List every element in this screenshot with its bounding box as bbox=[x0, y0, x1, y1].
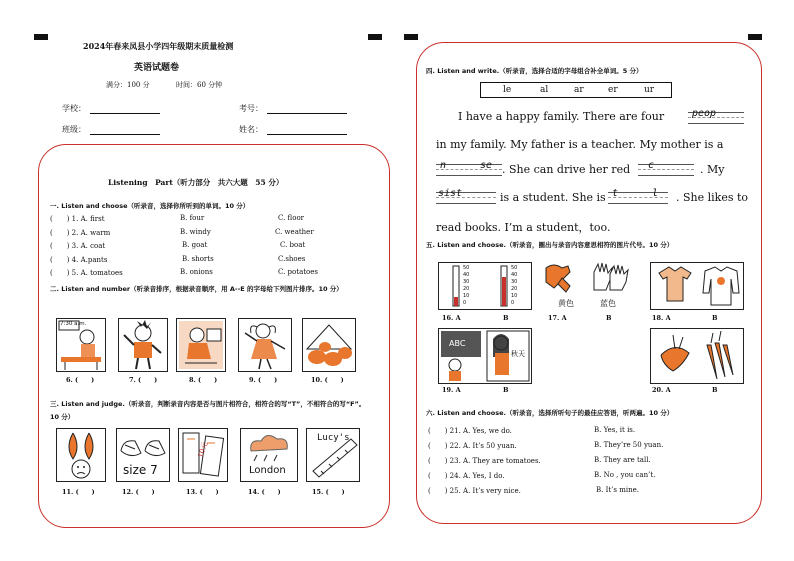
registration-mark bbox=[34, 34, 48, 40]
answer-choice[interactable]: B bbox=[712, 386, 718, 394]
tick-label: 40 bbox=[463, 272, 470, 278]
list-item: B. windy bbox=[180, 228, 211, 236]
color-word-yellow: 黄色 bbox=[558, 299, 574, 308]
answer-label[interactable]: 6. ( ) bbox=[66, 376, 95, 384]
picture-shoes-size bbox=[116, 428, 170, 482]
tick-label: 30 bbox=[463, 279, 470, 285]
answer-choice[interactable]: B bbox=[712, 314, 718, 322]
picture-girl-dancing bbox=[238, 318, 292, 372]
list-item: B. It’s mine. bbox=[596, 486, 639, 494]
section6-title: 六. Listen and choose.（听录音，选择所听句子的最佳应答语，听两遍。10 分） bbox=[426, 409, 674, 417]
full-score: 满分：100 分 bbox=[106, 81, 150, 89]
answer-label[interactable]: 7. ( ) bbox=[129, 376, 158, 384]
tick-label: 50 bbox=[463, 265, 470, 271]
picture-price-tags bbox=[178, 428, 228, 482]
answer-label[interactable]: 13. ( ) bbox=[186, 488, 219, 496]
answer-label[interactable]: 10. ( ) bbox=[311, 376, 344, 384]
exam-no-label: 考号： bbox=[239, 104, 263, 113]
handwritten-word: l bbox=[652, 188, 659, 199]
picture-classroom-autumn bbox=[438, 328, 532, 384]
name-field[interactable] bbox=[267, 134, 347, 135]
registration-mark bbox=[748, 34, 762, 40]
answer-choice[interactable]: 20. A bbox=[652, 386, 671, 394]
exam-no-field[interactable] bbox=[267, 113, 347, 114]
list-item: C. potatoes bbox=[278, 268, 319, 276]
story-line-3a: . She can drive her red bbox=[502, 163, 631, 176]
handwritten-word: peop bbox=[692, 108, 717, 119]
writing-lines[interactable] bbox=[638, 164, 694, 176]
tick-label: 0 bbox=[463, 300, 467, 306]
price-text: 10元 bbox=[196, 441, 210, 459]
tick-label: 30 bbox=[511, 279, 518, 285]
option-ar: ar bbox=[574, 85, 584, 95]
answer-label[interactable]: 12. ( ) bbox=[122, 488, 155, 496]
tick-label: 40 bbox=[511, 272, 518, 278]
listening-part-title: Listening Part（听力部分 共六大题 55 分） bbox=[108, 178, 284, 187]
handwritten-word: se bbox=[480, 160, 493, 171]
list-item: ( ) 5. A. tomatoes bbox=[50, 269, 123, 277]
handwritten-word: sist bbox=[438, 188, 463, 199]
picture-boy-playing bbox=[176, 318, 226, 372]
list-item: ( ) 22. A. It’s 50 yuan. bbox=[428, 442, 517, 450]
picture-thermometers bbox=[438, 262, 532, 310]
picture-rain-london bbox=[240, 428, 298, 482]
list-item: ( ) 2. A. warm bbox=[50, 229, 111, 237]
list-item: C. floor bbox=[278, 214, 305, 222]
tick-label: 0 bbox=[511, 300, 515, 306]
list-item: B. onions bbox=[180, 268, 213, 276]
exam-subtitle: 英语试题卷 bbox=[134, 63, 180, 73]
registration-mark bbox=[404, 34, 418, 40]
answer-label[interactable]: 11. ( ) bbox=[62, 488, 95, 496]
answer-label[interactable]: 14. ( ) bbox=[248, 488, 281, 496]
picture-onions bbox=[56, 428, 106, 482]
picture-vegetables bbox=[650, 328, 744, 384]
picture-gloves bbox=[540, 260, 632, 310]
board-text: ABC bbox=[449, 339, 466, 348]
story-line-1: I have a happy family. There are four bbox=[458, 110, 665, 123]
handwritten-word: n bbox=[440, 160, 447, 171]
section3-title: 三. Listen and judge.（听录音，判断录音内容是否与图片相符合，相符合的写“T”，不相符合的写“F”。10 分） bbox=[50, 400, 366, 421]
list-item: B. shorts bbox=[182, 255, 214, 263]
option-al: al bbox=[540, 85, 549, 95]
class-label: 班级： bbox=[62, 125, 86, 134]
list-item: C. weather bbox=[275, 228, 314, 236]
shoe-size-text: size 7 bbox=[123, 463, 158, 477]
exam-title: 2024年春来凤县小学四年级期末质量检测 bbox=[83, 41, 234, 51]
answer-choice[interactable]: 17. A bbox=[548, 314, 567, 322]
picture-boy-waving bbox=[118, 318, 168, 372]
school-field[interactable] bbox=[90, 113, 160, 114]
answer-label[interactable]: 8. ( ) bbox=[189, 376, 218, 384]
list-item: B. They’re 50 yuan. bbox=[594, 441, 664, 449]
list-item: ( ) 3. A. coat bbox=[50, 242, 106, 250]
story-line-4a: is a student. She is bbox=[500, 191, 606, 204]
tick-label: 10 bbox=[463, 293, 470, 299]
answer-choice[interactable]: 18. A bbox=[652, 314, 671, 322]
option-er: er bbox=[608, 85, 618, 95]
answer-choice[interactable]: B bbox=[503, 314, 509, 322]
handwritten-word: c bbox=[648, 160, 655, 171]
color-word-blue: 蓝色 bbox=[600, 299, 616, 308]
section1-title: 一. Listen and choose（听录音，选择你所听到的单词。10 分） bbox=[50, 202, 250, 210]
answer-label[interactable]: 9. ( ) bbox=[249, 376, 278, 384]
answer-choice[interactable]: 19. A bbox=[442, 386, 461, 394]
list-item: B. goat bbox=[182, 241, 208, 249]
list-item: ( ) 4. A.pants bbox=[50, 256, 108, 264]
class-field[interactable] bbox=[90, 134, 160, 135]
city-text: London bbox=[249, 465, 286, 476]
story-line-4b: . She likes to bbox=[676, 191, 749, 204]
list-item: C.shoes bbox=[278, 255, 306, 263]
list-item: B. Yes, it is. bbox=[594, 426, 636, 434]
handwritten-word: t bbox=[612, 188, 619, 199]
tick-label: 10 bbox=[511, 293, 518, 299]
tick-label: 50 bbox=[511, 265, 518, 271]
answer-choice[interactable]: B bbox=[503, 386, 509, 394]
option-ur: ur bbox=[644, 85, 655, 95]
exam-time: 时间：60 分钟 bbox=[176, 81, 223, 89]
picture-ruler bbox=[306, 428, 360, 482]
name-label: 姓名： bbox=[239, 125, 263, 134]
section2-title-line1: 二. Listen and number（听录音排序，根据录音顺序，用 A--E 的字母给下列图片排序。10 分） bbox=[50, 285, 343, 293]
answer-choice[interactable]: B bbox=[606, 314, 612, 322]
section5-title: 五. Listen and choose.（听录音，圈出与录音内容意思相符的图片代号。10 分） bbox=[426, 241, 674, 249]
list-item: ( ) 21. A. Yes, we do. bbox=[428, 427, 512, 435]
registration-mark bbox=[368, 34, 382, 40]
list-item: ( ) 23. A. They are tomatoes. bbox=[428, 457, 541, 465]
school-label: 学校： bbox=[62, 104, 86, 113]
list-item: C. boat bbox=[280, 241, 306, 249]
story-line-5: read books. I’m a student，too. bbox=[436, 221, 611, 234]
story-line-3b: . My bbox=[700, 163, 725, 176]
clock-text: 7:30 a.m. bbox=[60, 321, 87, 327]
owner-text: Lucy's bbox=[317, 433, 350, 443]
story-line-2: in my family. My father is a teacher. My mother is a bbox=[436, 138, 724, 151]
season-text: 秋天 bbox=[511, 350, 525, 358]
answer-choice[interactable]: 16. A bbox=[442, 314, 461, 322]
list-item: B. No , you can’t. bbox=[594, 471, 656, 479]
list-item: ( ) 25. A. It’s very nice. bbox=[428, 487, 521, 495]
picture-pumpkins bbox=[302, 318, 356, 372]
option-le: le bbox=[503, 85, 512, 95]
picture-breakfast bbox=[56, 318, 106, 372]
answer-label[interactable]: 15. ( ) bbox=[312, 488, 345, 496]
list-item: B. They are tall. bbox=[594, 456, 651, 464]
tick-label: 20 bbox=[511, 286, 518, 292]
list-item: ( ) 1. A. first bbox=[50, 215, 105, 223]
section4-title: 四. Listen and write.（听录音，选择合适的字母组合补全单词。5 分） bbox=[426, 67, 643, 75]
tick-label: 20 bbox=[463, 286, 470, 292]
list-item: ( ) 24. A. Yes, I do. bbox=[428, 472, 505, 480]
picture-clothes bbox=[650, 262, 744, 310]
list-item: B. four bbox=[180, 214, 205, 222]
